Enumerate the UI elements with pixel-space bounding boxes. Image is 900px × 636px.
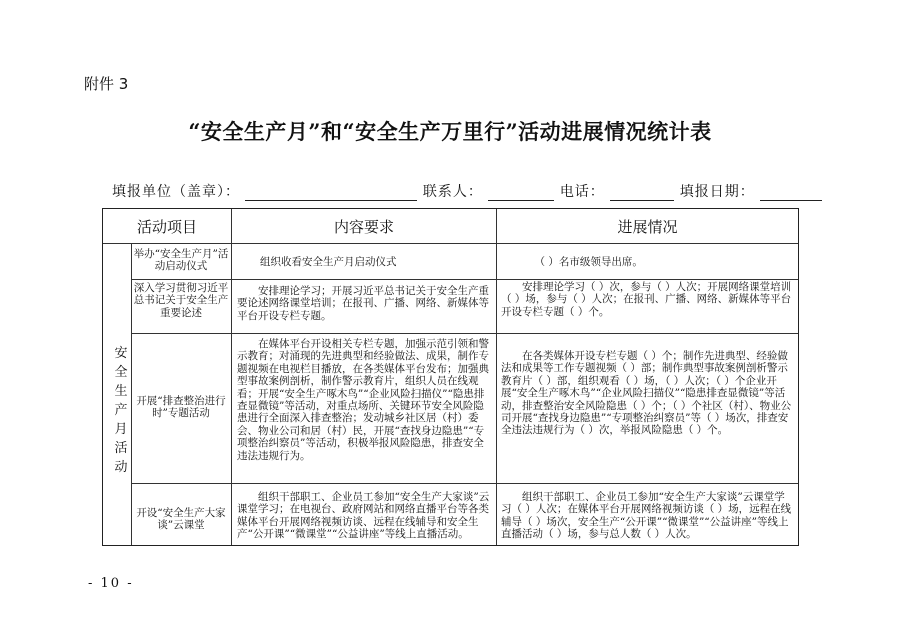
header-activity: 活动项目 xyxy=(136,218,197,236)
contact-label: 联系人： xyxy=(422,184,483,200)
row-content: 组织干部职工、企业员工参加“安全生产大家谈”云课堂学习；在电视台、政府网站和网络直播平台等各类媒体平台开展网络视频访谈、远程在线辅导和安全生产“公开课”“微课堂”“公益讲座”等线上直播活动。 xyxy=(237,491,490,541)
fill-in-row xyxy=(112,181,822,203)
header-progress: 进展情况 xyxy=(617,218,678,236)
group-label: 安全生产月活动 xyxy=(114,346,128,475)
column-divider xyxy=(496,209,497,545)
page-number: - 10 - xyxy=(88,576,134,591)
row-content: 在媒体平台开设相关专栏专题，加强示范引领和警示教育；对涌现的先进典型和经验做法、成果，制作专题视频在电视栏目播放，在各类媒体平台发布；加强典型事故案例剖析，制作警示教育片，组织人员在线观看；开展“安全生产啄木鸟”“企业风险扫描仪”“隐患排查显微镜”等活动，对重点场所、关键环节安全风险隐患进行全面深入排查整治；发动城乡社区居（村）委会、物业公司和居（村）民，开展“查找身边隐患”“专项整治纠察员”等活动，积极举报风险隐患，排查安全违法违规行为。 xyxy=(237,338,489,462)
row-progress: （ ）名市级领导出席。 xyxy=(534,256,643,268)
row-content: 安排理论学习；开展习近平总书记关于安全生产重要论述网络课堂培训；在报刊、广播、网络、新媒体等平台开设专栏专题。 xyxy=(237,285,489,322)
row-progress: 在各类媒体开设专栏专题（ ）个；制作先进典型、经验做法和成果等工作专题视频（ ）部；制作典型事故案例剖析警示教育片（ ）部，组织观看（ ）场，（ ）人次；（ ）个企业开展“安全生产啄木鸟”“企业风险扫描仪”“隐患排查显微镜”等活动，排查整治安全风险隐患（ ）个；（ ）个社区（村）、物业公司开展“查找身边隐患”“专项整治纠察员”等（ ）场次，排查安全违法违规行为（ ）次，举报风险隐患（ ）个。 xyxy=(501,350,792,437)
row-progress: 组织干部职工、企业员工参加“安全生产大家谈”云课堂学习（ ）人次；在媒体平台开展网络视频访谈（ ）场，远程在线辅导（ ）场次，安全生产“公开课”“微课堂”“公益讲座”等线上直播活动（ ）场，参与总人数（ ）人次。 xyxy=(501,491,792,541)
contact-blank[interactable] xyxy=(488,186,554,201)
column-divider xyxy=(231,209,232,545)
unit-label: 填报单位（盖章）： xyxy=(112,184,240,200)
header-content: 内容要求 xyxy=(333,218,394,236)
phone-label: 电话： xyxy=(559,184,605,200)
header-divider xyxy=(103,243,798,244)
row-item: 开展“排查整治进行时”专题活动 xyxy=(136,395,226,420)
row-progress: 安排理论学习（ ）次，参与（ ）人次；开展网络课堂培训（ ）场，参与（ ）人次；在报刊、广播、网络、新媒体等平台开设专栏专题（ ）个。 xyxy=(501,281,792,318)
unit-blank[interactable] xyxy=(245,186,417,201)
column-divider xyxy=(131,243,132,545)
row-item: 深入学习贯彻习近平总书记关于安全生产重要论述 xyxy=(133,282,229,319)
statistics-table xyxy=(102,208,799,546)
date-blank[interactable] xyxy=(760,186,822,201)
attachment-label: 附件 3 xyxy=(84,75,129,93)
date-label: 填报日期： xyxy=(679,184,755,200)
row-item: 举办“安全生产月”活动启动仪式 xyxy=(133,248,229,273)
row-content: 组织收看安全生产月启动仪式 xyxy=(260,256,397,268)
phone-blank[interactable] xyxy=(610,186,674,201)
row-item: 开设“安全生产大家谈”云课堂 xyxy=(136,507,226,532)
document-title: “安全生产月”和“安全生产万里行”活动进展情况统计表 xyxy=(188,119,712,144)
